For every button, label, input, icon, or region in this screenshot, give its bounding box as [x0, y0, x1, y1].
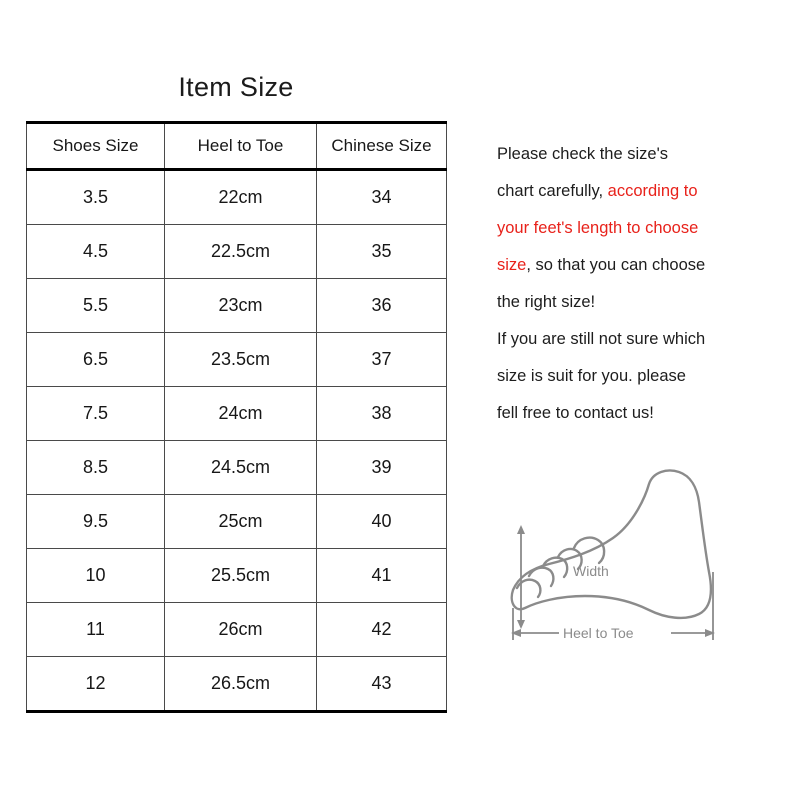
foot-measurement-diagram — [497, 468, 787, 678]
note-line-8 — [497, 395, 779, 432]
cell-shoes-size: 3.5 — [27, 170, 165, 225]
cell-shoes-size: 9.5 — [27, 495, 165, 549]
cell-shoes-size: 10 — [27, 549, 165, 603]
cell-shoes-size: 12 — [27, 657, 165, 712]
size-note-section — [497, 136, 779, 432]
cell-chinese-size: 36 — [317, 279, 447, 333]
note-text-plain: the right size! — [497, 293, 596, 311]
cell-shoes-size: 7.5 — [27, 387, 165, 441]
cell-shoes-size: 8.5 — [27, 441, 165, 495]
cell-chinese-size: 39 — [317, 441, 447, 495]
cell-chinese-size: 43 — [317, 657, 447, 712]
column-header-heel-to-toe: Heel to Toe — [165, 123, 317, 170]
note-line-2 — [497, 173, 779, 210]
note-line-1 — [497, 136, 779, 173]
cell-heel-to-toe: 23.5cm — [165, 333, 317, 387]
note-text-plain: fell free to contact us! — [497, 404, 654, 422]
cell-heel-to-toe: 22.5cm — [165, 225, 317, 279]
cell-heel-to-toe: 26cm — [165, 603, 317, 657]
cell-heel-to-toe: 25cm — [165, 495, 317, 549]
heel-to-toe-label: Heel to Toe — [563, 625, 634, 641]
page-title: Item Size — [178, 72, 294, 102]
table-row — [27, 387, 447, 441]
note-text-plain: , so that you can choose — [526, 256, 706, 274]
cell-shoes-size: 6.5 — [27, 333, 165, 387]
cell-chinese-size: 42 — [317, 603, 447, 657]
size-table — [26, 121, 447, 713]
cell-heel-to-toe: 24cm — [165, 387, 317, 441]
note-line-3 — [497, 210, 779, 247]
size-table-section — [26, 72, 446, 713]
note-text-highlight: size — [497, 256, 527, 274]
foot-outline-icon — [512, 471, 711, 618]
table-row — [27, 225, 447, 279]
table-row — [27, 603, 447, 657]
cell-heel-to-toe: 25.5cm — [165, 549, 317, 603]
table-row — [27, 657, 447, 712]
table-row — [27, 279, 447, 333]
note-text-plain: If you are still not sure which — [497, 330, 706, 348]
cell-heel-to-toe: 24.5cm — [165, 441, 317, 495]
cell-chinese-size: 40 — [317, 495, 447, 549]
table-row — [27, 549, 447, 603]
width-label: Width — [573, 563, 609, 579]
note-text-highlight: your feet's length to choose — [497, 219, 699, 237]
note-line-5 — [497, 284, 779, 321]
table-row — [27, 495, 447, 549]
cell-heel-to-toe: 22cm — [165, 170, 317, 225]
cell-chinese-size: 38 — [317, 387, 447, 441]
size-note-text — [497, 136, 779, 432]
cell-shoes-size: 4.5 — [27, 225, 165, 279]
cell-shoes-size: 11 — [27, 603, 165, 657]
note-text-highlight: according to — [607, 182, 698, 200]
cell-chinese-size: 37 — [317, 333, 447, 387]
cell-shoes-size: 5.5 — [27, 279, 165, 333]
note-line-6 — [497, 321, 779, 358]
note-text-plain: Please check the size's — [497, 145, 668, 163]
table-row — [27, 333, 447, 387]
table-row — [27, 441, 447, 495]
cell-heel-to-toe: 26.5cm — [165, 657, 317, 712]
cell-chinese-size: 41 — [317, 549, 447, 603]
cell-chinese-size: 35 — [317, 225, 447, 279]
column-header-shoes-size: Shoes Size — [27, 123, 165, 170]
table-header-row — [27, 123, 447, 170]
note-text-plain: size is suit for you. please — [497, 367, 686, 385]
table-row — [27, 170, 447, 225]
note-line-7 — [497, 358, 779, 395]
cell-chinese-size: 34 — [317, 170, 447, 225]
note-text-plain: chart carefully, — [497, 182, 608, 200]
cell-heel-to-toe: 23cm — [165, 279, 317, 333]
column-header-chinese-size: Chinese Size — [317, 123, 447, 170]
note-line-4 — [497, 247, 779, 284]
